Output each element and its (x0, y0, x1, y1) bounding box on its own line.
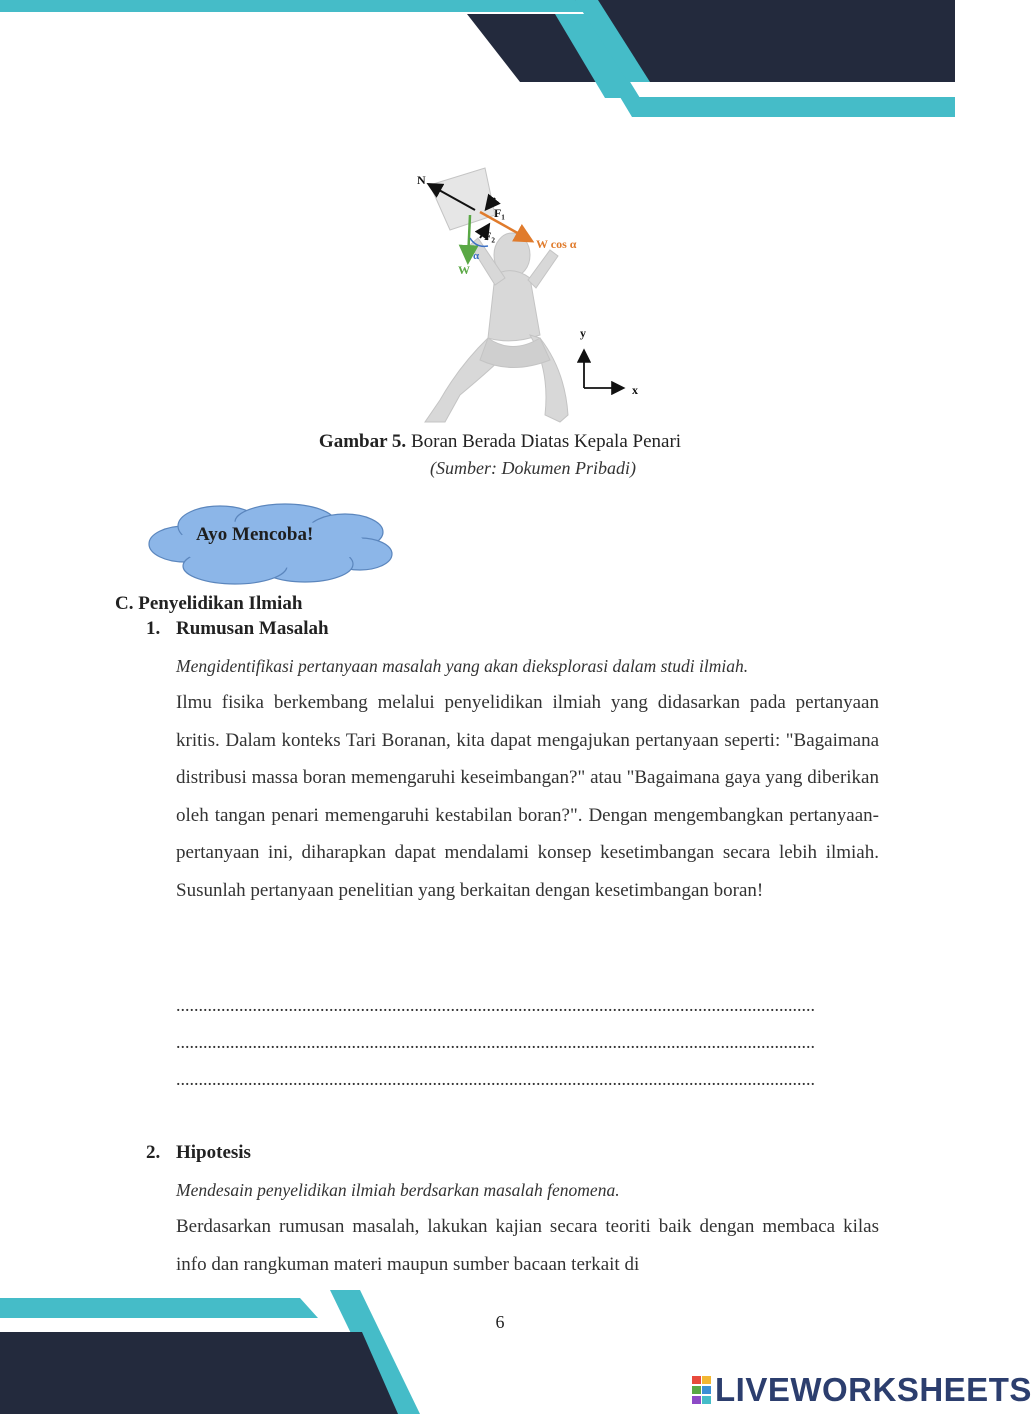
figure-caption-label: Gambar 5. (318, 431, 407, 452)
label-w-cos: W cos α (536, 237, 577, 251)
answer-line[interactable]: .............................................................................................................................................. (176, 1032, 815, 1052)
item-title: Rumusan Masalah (176, 618, 329, 639)
item-title: Hipotesis (176, 1142, 251, 1163)
item-number: 2. (146, 1142, 161, 1163)
label-f2: F₂ (484, 229, 495, 243)
callout-label: Ayo Mencoba! (196, 524, 314, 545)
label-alpha: α (473, 250, 480, 262)
header-decoration (0, 0, 1000, 130)
instruction-text: Mengidentifikasi pertanyaan masalah yang akan dieksplorasi dalam studi ilmiah. (176, 656, 749, 676)
liveworksheets-logo-icon (692, 1376, 712, 1404)
answer-line[interactable]: .............................................................................................................................................. (176, 995, 815, 1015)
label-n: N (417, 173, 426, 187)
body-paragraph: Berdasarkan rumusan masalah, lakukan kajian secara teoriti baik dengan membaca kilas info dan rangkuman materi maupun sumber bacaan terkait di (176, 1216, 879, 1275)
figure-caption (0, 431, 1000, 453)
instruction-text: Mendesain penyelidikan ilmiah berdsarkan masalah fenomena. (176, 1180, 620, 1200)
section-heading: C. Penyelidikan Ilmiah (115, 593, 303, 614)
figure-source: (Sumber: Dokumen Pribadi) (430, 458, 636, 478)
liveworksheets-watermark (692, 1372, 1032, 1408)
page-number: 6 (495, 1312, 505, 1332)
body-paragraph: Ilmu fisika berkembang melalui penyelidikan ilmiah yang didasarkan pada pertanyaan kritis. Dalam konteks Tari Boranan, kita dapat mengajukan pertanyaan seperti: "Bagaimana distribusi massa boran memengaruhi keseimbangan?" atau "Bagaimana gaya yang diberikan oleh tangan penari memengaruhi kestabilan boran?". Dengan mengembangkan pertanyaan-pertanyaan ini, diharapkan dapat mendalami konsep kesetimbangan secara lebih ilmiah. Susunlah pertanyaan penelitian yang berkaitan dengan kesetimbangan boran! (176, 692, 879, 901)
label-f1: F₁ (494, 206, 505, 220)
watermark-text: LIVEWORKSHEETS (715, 1371, 1032, 1408)
subheading-rumusan-masalah (146, 618, 329, 640)
label-y-axis: y (580, 326, 586, 340)
figure-caption-text: Boran Berada Diatas Kepala Penari (406, 431, 682, 452)
answer-line[interactable]: .............................................................................................................................................. (176, 1069, 815, 1089)
item-number: 1. (146, 618, 161, 639)
dancer-force-diagram (400, 160, 650, 430)
label-w: W (458, 263, 470, 277)
label-x-axis: x (632, 383, 638, 397)
subheading-hipotesis (146, 1142, 251, 1164)
